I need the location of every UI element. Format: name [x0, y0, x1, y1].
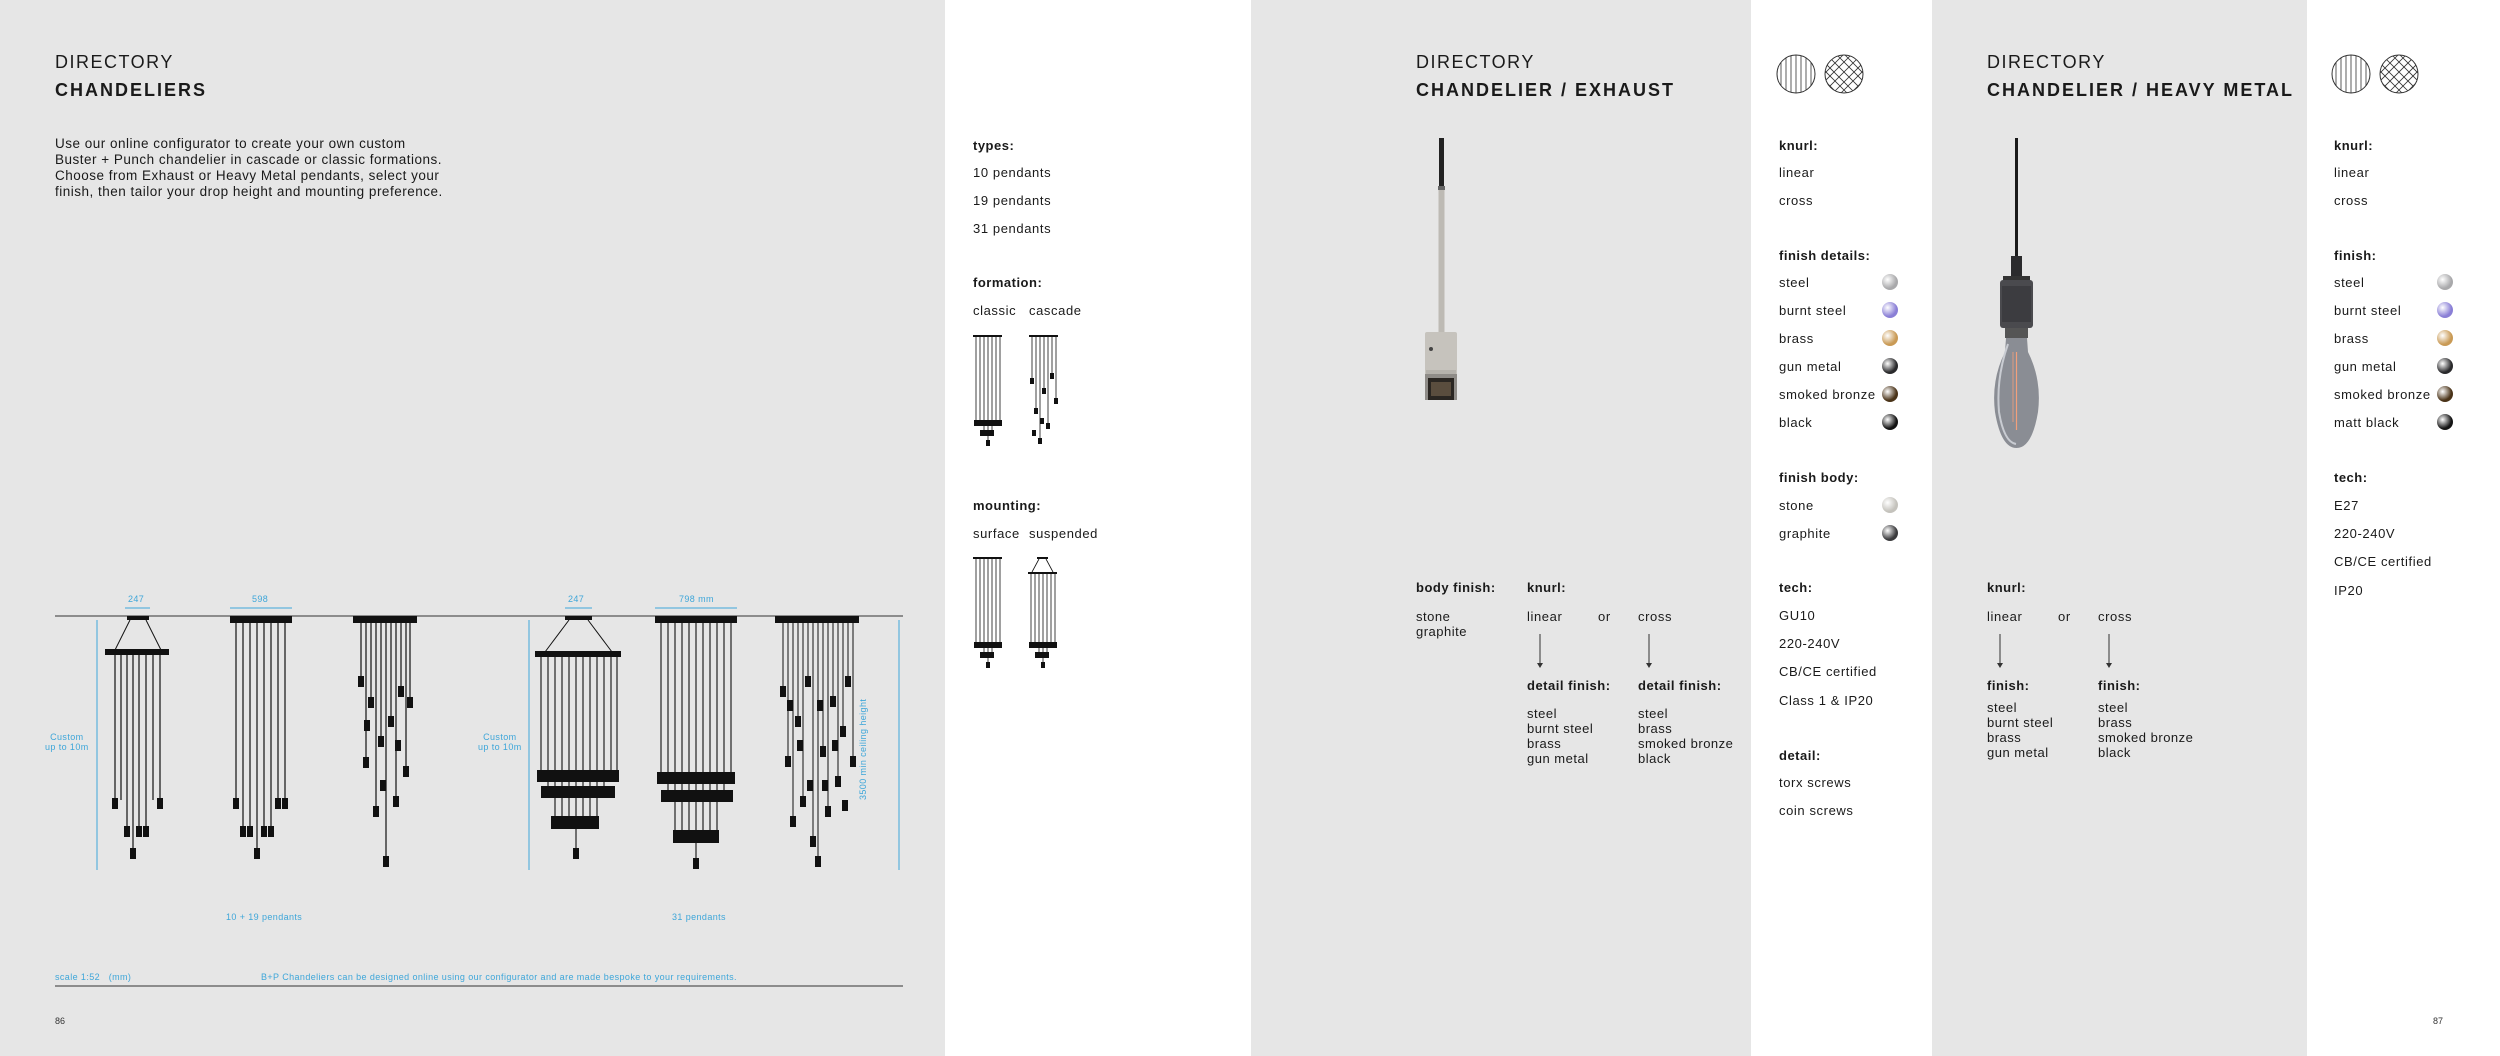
type-item: 31 pendants	[973, 221, 1052, 236]
knurl-label: knurl:	[1527, 580, 1567, 595]
body-finish-label: body finish:	[1416, 580, 1496, 595]
knurl-label: knurl:	[1987, 580, 2027, 595]
tech-item: CB/CE certified	[1779, 664, 1877, 679]
directory-label: DIRECTORY	[1987, 52, 2106, 72]
finish-swatch	[2437, 274, 2453, 290]
exhaust-pendant-image	[1415, 130, 1475, 460]
finish-option-label: graphite	[1779, 526, 1831, 541]
formation-item: cascade	[1029, 303, 1082, 318]
finish-values: steel brass smoked bronze black	[2098, 700, 2194, 760]
finish-option-label: brass	[1779, 331, 1814, 346]
finish-swatch	[2437, 386, 2453, 402]
knurl-or: or	[2058, 609, 2071, 624]
formation-icons	[970, 330, 1080, 458]
finish-option-label: steel	[1779, 275, 1810, 290]
finish-swatch	[2437, 414, 2453, 430]
knurl-pattern-icons	[1776, 54, 1872, 96]
finish-option-label: black	[1779, 415, 1813, 430]
finish-swatch	[2437, 302, 2453, 318]
knurl-item: cross	[1779, 193, 1814, 208]
finish-values: steel burnt steel brass gun metal	[1987, 700, 2054, 760]
caption-19: 10 + 19 pendants	[226, 912, 303, 922]
tech-label: tech:	[2334, 470, 2368, 485]
finish-label: finish:	[2334, 248, 2377, 263]
tech-item: GU10	[1779, 608, 1816, 623]
finish-swatch	[1882, 386, 1898, 402]
detail-finish-label: detail finish:	[1527, 678, 1611, 693]
finish-swatch	[1882, 302, 1898, 318]
body-finish-values: stone graphite	[1416, 609, 1467, 639]
tech-item: 220-240V	[1779, 636, 1841, 651]
dim-label: 247	[568, 594, 585, 604]
finish-swatch	[1882, 414, 1898, 430]
finish-swatch	[1882, 358, 1898, 374]
finish-swatch	[2437, 330, 2453, 346]
tech-item: E27	[2334, 498, 2359, 513]
footnote: B+P Chandeliers can be designed online using our configurator and are made bespoke to your requirements.	[261, 972, 737, 982]
finish-label: finish:	[1987, 678, 2030, 693]
chandelier-drawings	[0, 0, 945, 1056]
finish-swatch	[1882, 525, 1898, 541]
finish-option-label: burnt steel	[1779, 303, 1847, 318]
knurl-cross: cross	[2098, 609, 2133, 624]
knurl-item: cross	[2334, 193, 2369, 208]
finish-option-label: burnt steel	[2334, 303, 2402, 318]
finish-option-label: smoked bronze	[2334, 387, 2431, 402]
tech-item: IP20	[2334, 583, 2364, 598]
detail-finish-values: steel brass smoked bronze black	[1638, 706, 1734, 766]
heavy-metal-title: CHANDELIER / HEAVY METAL	[1987, 80, 2295, 100]
dim-label: 598	[252, 594, 269, 604]
dim-label: 798 mm	[679, 594, 714, 604]
detail-finish-values: steel burnt steel brass gun metal	[1527, 706, 1594, 766]
knurl-linear: linear	[1527, 609, 1563, 624]
finish-swatch	[1882, 330, 1898, 346]
finish-option-label: steel	[2334, 275, 2365, 290]
finish-option-label: gun metal	[1779, 359, 1842, 374]
directory-label: DIRECTORY	[1416, 52, 1535, 72]
exhaust-title: CHANDELIER / EXHAUST	[1416, 80, 1676, 100]
knurl-label: knurl:	[2334, 138, 2374, 153]
custom-height-label: Custom up to 10m	[45, 732, 89, 752]
ceiling-height-label: 3500 min ceiling height	[858, 698, 868, 800]
finish-label: finish:	[2098, 678, 2141, 693]
knurl-pattern-icons	[2331, 54, 2427, 96]
mounting-item: suspended	[1029, 526, 1099, 541]
finish-option-label: brass	[2334, 331, 2369, 346]
knurl-cross: cross	[1638, 609, 1673, 624]
formation-label: formation:	[973, 275, 1043, 290]
detail-item: coin screws	[1779, 803, 1854, 818]
caption-31: 31 pendants	[672, 912, 726, 922]
finish-details-label: finish details:	[1779, 248, 1871, 263]
finish-swatch	[1882, 497, 1898, 513]
type-item: 19 pendants	[973, 193, 1052, 208]
mounting-item: surface	[973, 526, 1020, 541]
detail-item: torx screws	[1779, 775, 1852, 790]
finish-option-label: gun metal	[2334, 359, 2397, 374]
intro-text: Use our online configurator to create your own custom Buster + Punch chandelier in cascade or classic formations. Choose from Exhaust or Heavy Metal pendants, select your finish, then tailor your drop height and mounting preference.	[55, 136, 443, 199]
finish-option-label: matt black	[2334, 415, 2400, 430]
knurl-item: linear	[2334, 165, 2370, 180]
type-item: 10 pendants	[973, 165, 1052, 180]
page-number: 87	[2433, 1016, 2444, 1026]
finish-option-label: stone	[1779, 498, 1814, 513]
knurl-linear: linear	[1987, 609, 2023, 624]
knurl-label: knurl:	[1779, 138, 1819, 153]
scale-note: scale 1:52 (mm)	[55, 972, 132, 982]
finish-option-label: smoked bronze	[1779, 387, 1876, 402]
directory-label: DIRECTORY	[55, 52, 174, 72]
formation-item: classic	[973, 303, 1017, 318]
flow-arrows	[1990, 632, 2130, 672]
knurl-item: linear	[1779, 165, 1815, 180]
dim-label: 247	[128, 594, 145, 604]
finish-swatch	[1882, 274, 1898, 290]
finish-swatch	[2437, 358, 2453, 374]
mounting-label: mounting:	[973, 498, 1042, 513]
flow-arrows	[1530, 632, 1670, 672]
heavy-metal-pendant-image	[1990, 130, 2050, 470]
page-title: CHANDELIERS	[55, 80, 208, 100]
knurl-or: or	[1598, 609, 1611, 624]
page-number: 86	[55, 1016, 66, 1026]
detail-label: detail:	[1779, 748, 1821, 763]
tech-label: tech:	[1779, 580, 1813, 595]
finish-body-label: finish body:	[1779, 470, 1859, 485]
detail-finish-label: detail finish:	[1638, 678, 1722, 693]
types-label: types:	[973, 138, 1015, 153]
tech-item: CB/CE certified	[2334, 554, 2432, 569]
tech-item: 220-240V	[2334, 526, 2396, 541]
custom-height-label: Custom up to 10m	[478, 732, 522, 752]
mounting-icons	[970, 552, 1080, 680]
tech-item: Class 1 & IP20	[1779, 693, 1874, 708]
